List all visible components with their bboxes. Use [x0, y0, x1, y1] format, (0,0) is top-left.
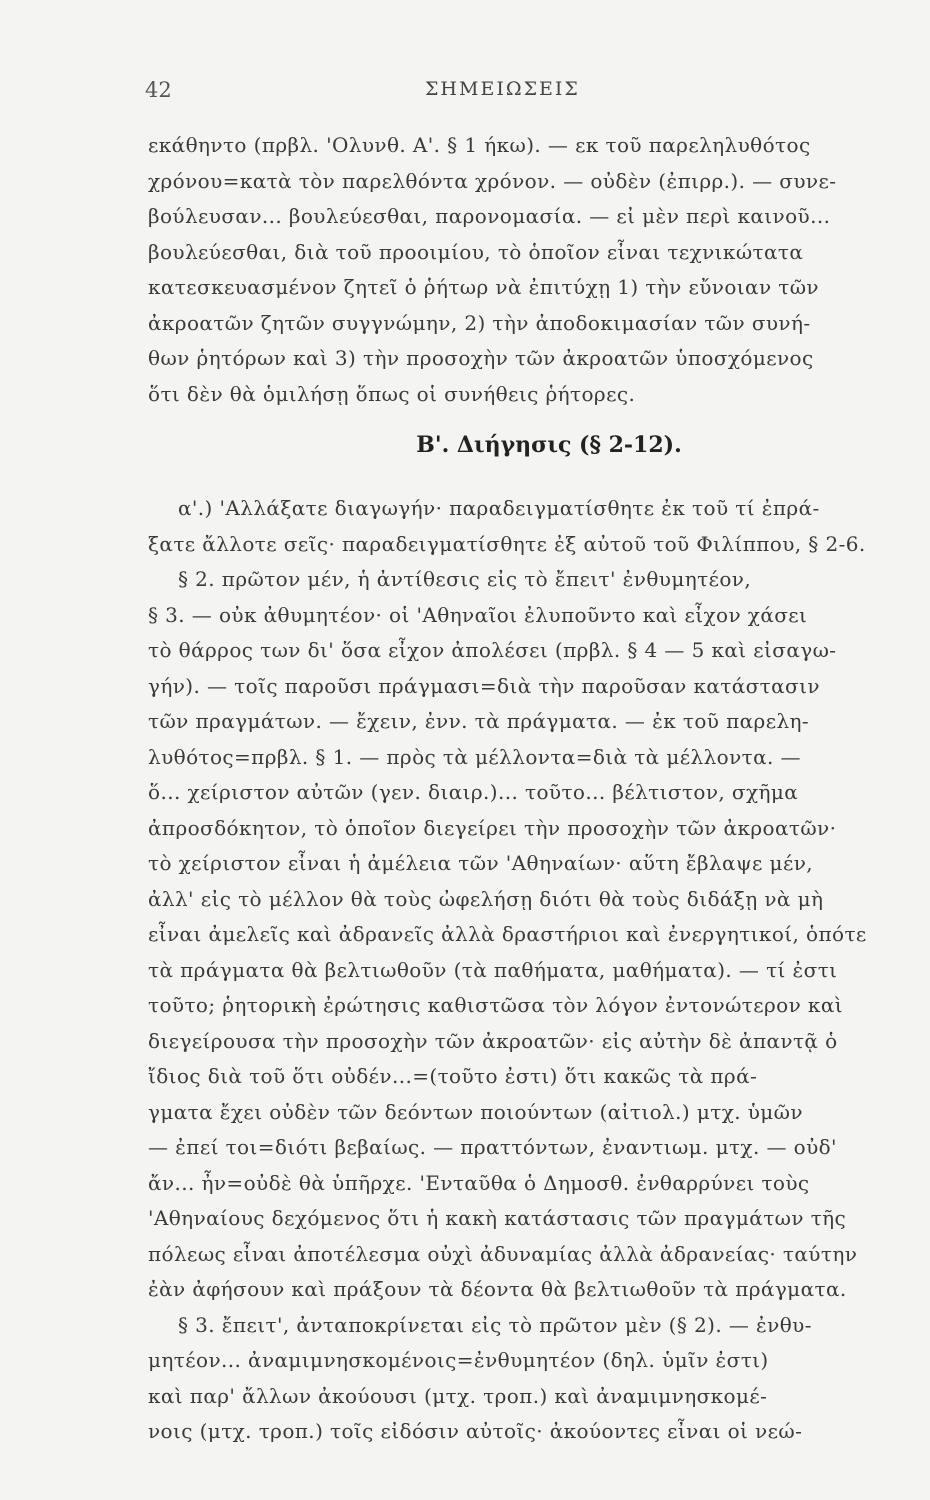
text-line: θων ῥητόρων καὶ 3) τὴν προσοχὴν τῶν ἀκροατῶν ὑποσχόμενος: [148, 346, 814, 370]
text-line: τῶν πραγμάτων. — ἔχειν, ἐνν. τὰ πράγματα. — ἐκ τοῦ παρελη-: [148, 709, 810, 733]
text-line: α'.) 'Αλλάξατε διαγωγήν· παραδειγματίσθητε ἐκ τοῦ τί ἐπρά-: [178, 496, 820, 520]
text-line: ἴδιος διὰ τοῦ ὅτι οὐδέν...=(τοῦτο ἐστι) ὅτι κακῶς τὰ πρά-: [148, 1064, 758, 1088]
text-line: λυθότος=πρβλ. § 1. — πρὸς τὰ μέλλοντα=διὰ τὰ μέλλοντα. —: [148, 744, 801, 769]
text-line: ἄν... ἦν=οὐδὲ θὰ ὑπῆρχε. 'Ενταῦθα ὁ Δημοσθ. ἐνθαρρύνει τοὺς: [148, 1170, 810, 1195]
text-line: βουλεύεσθαι, διὰ τοῦ προοιμίου, τὸ ὁποῖον εἶναι τεχνικώτατα: [148, 239, 804, 264]
text-line: ἀλλ' εἰς τὸ μέλλον θὰ τοὺς ὠφελήσῃ διότι θὰ τοὺς διδάξῃ νὰ μὴ: [148, 886, 824, 911]
section-heading: Β'. Διήγησις (§ 2-12).: [416, 432, 682, 458]
paragraph-2: [148, 491, 910, 1308]
text-line: κατεσκευασμένον ζητεῖ ὁ ῥήτωρ νὰ ἐπιτύχῃ 1) τὴν εὔνοιαν τῶν: [148, 275, 819, 299]
page-body: [148, 128, 910, 1450]
text-line: διεγείρουσα τὴν προσοχὴν τῶν ἀκροατῶν· εἰς αὐτὴν δὲ ἀπαντᾷ ὁ: [148, 1028, 838, 1053]
text-line: τοῦτο; ῥητορικὴ ἐρώτησις καθιστῶσα τὸν λόγον ἐντονώτερον καὶ: [148, 993, 843, 1017]
text-line: γήν). — τοῖς παροῦσι πράγμασι=διὰ τὴν παροῦσαν κατάστασιν: [148, 673, 820, 698]
text-line: § 3. — οὐκ ἀθυμητέον· οἱ 'Αθηναῖοι ἐλυποῦντο καὶ εἶχον χάσει: [148, 602, 808, 627]
page-number: 42: [145, 78, 172, 102]
text-line: ὅ... χείριστον αὐτῶν (γεν. διαιρ.)... τοῦτο... βέλτιστον, σχῆμα: [148, 780, 799, 804]
text-line: ἐὰν ἀφήσουν καὶ πράξουν τὰ δέοντα θὰ βελτιωθοῦν τὰ πράγματα.: [148, 1277, 847, 1301]
text-line: μητέον... ἀναμιμνησκομένοις=ἐνθυμητέον (δηλ. ὑμῖν ἐστι): [148, 1348, 769, 1372]
text-line: 'Αθηναίους δεχόμενος ὅτι ἡ κακὴ κατάστασις τῶν πραγμάτων τῆς: [148, 1206, 847, 1230]
text-line: καὶ παρ' ἄλλων ἀκούουσι (μτχ. τροπ.) καὶ ἀναμιμνησκομέ-: [148, 1383, 768, 1408]
text-line: § 3. ἔπειτ', ἀνταποκρίνεται εἰς τὸ πρῶτον μὲν (§ 2). — ἐνθυ-: [178, 1312, 812, 1337]
text-line: ὅτι δὲν θὰ ὁμιλήσῃ ὅπως οἱ συνήθεις ῥήτορες.: [148, 381, 636, 406]
text-line: § 2. πρῶτον μέν, ἡ ἀντίθεσις εἰς τὸ ἔπειτ' ἐνθυμητέον,: [178, 567, 752, 591]
text-line: ἀπροσδόκητον, τὸ ὁποῖον διεγείρει τὴν προσοχὴν τῶν ἀκροατῶν·: [148, 815, 837, 840]
text-line: εἶναι ἀμελεῖς καὶ ἀδρανεῖς ἀλλὰ δραστήριοι καὶ ἐνεργητικοί, ὁπότε: [148, 922, 867, 946]
text-line: ἀκροατῶν ζητῶν συγγνώμην, 2) τὴν ἀποδοκιμασίαν τῶν συνή-: [148, 310, 811, 335]
running-head: ΣΗΜΕΙΩΣΕΙΣ: [425, 78, 580, 100]
text-line: τὰ πράγματα θὰ βελτιωθοῦν (τὰ παθήματα, μαθήματα). — τί ἐστι: [148, 957, 838, 982]
text-line: βούλευσαν... βουλεύεσθαι, παρονομασία. — εἰ μὲν περὶ καινοῦ...: [148, 204, 831, 228]
text-line: νοις (μτχ. τροπ.) τοῖς εἰδόσιν αὐτοῖς· ἀκούοντες εἶναι οἱ νεώ-: [148, 1419, 803, 1443]
text-line: πόλεως εἶναι ἀποτέλεσμα οὐχὶ ἀδυναμίας ἀλλὰ ἀδρανείας· ταύτην: [148, 1241, 858, 1266]
text-line: γματα ἔχει οὐδὲν τῶν δεόντων ποιούντων (αἰτιολ.) μτχ. ὑμῶν: [148, 1099, 803, 1124]
page-header: [145, 78, 745, 108]
text-line: εκάθηντο (πρβλ. 'Ολυνθ. Α'. § 1 ήκω). — εκ τοῦ παρεληλυθότος: [148, 133, 811, 157]
text-line: — ἐπεί τοι=διότι βεβαίως. — πραττόντων, ἐναντιωμ. μτχ. — οὐδ': [148, 1135, 837, 1159]
text-line: ξατε ἄλλοτε σεῖς· παραδειγματίσθητε ἐξ αὐτοῦ τοῦ Φιλίππου, § 2-6.: [148, 531, 866, 556]
text-line: χρόνου=κατὰ τὸν παρελθόντα χρόνον. — οὐδὲν (ἐπιρρ.). — συνε-: [148, 168, 837, 193]
text-line: τὸ χείριστον εἶναι ἡ ἀμέλεια τῶν 'Αθηναίων· αὕτη ἔβλαψε μέν,: [148, 851, 814, 875]
spacer: [148, 469, 910, 491]
paragraph-3: [148, 1308, 910, 1450]
text-line: τὸ θάρρος των δι' ὅσα εἶχον ἀπολέσει (πρβλ. § 4 — 5 καὶ εἰσαγω-: [148, 638, 837, 662]
paragraph-1: [148, 128, 910, 412]
